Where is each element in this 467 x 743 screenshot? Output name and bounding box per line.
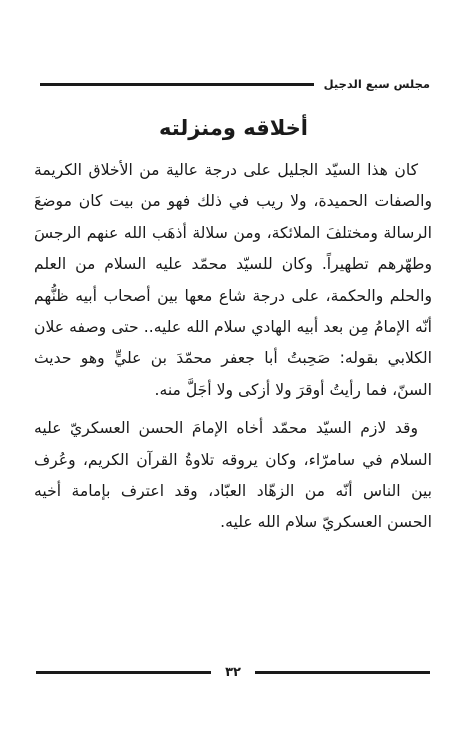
header-rule xyxy=(40,83,314,86)
paragraph-2: وقد لازم السيّد محمّد أخاه الإمامَ الحسن العسكريّ عليه السلام في سامرّاء، وكان يروقه تلاوةُ القرآن الكريم، وعُرف بين الناس أنّه من الزهّاد العبّاد، وقد اعترف بإمامة أخيه الحسن العسكريّ سلام الله عليه. xyxy=(34,419,432,532)
footer-rule-left xyxy=(36,671,211,674)
paragraph-1: كان هذا السيّد الجليل على درجة عالية من الأخلاق الكريمة والصفات الحميدة، ولا ريب في ذلك فهو من بيت كان موضعَ الرسالة ومختلفَ الملائكة، ومن سلالة أذهَب الله عنهم الرجسَ وطهّرهم تطهيراً. وكان للسيّد محمّد عليه السلام من العلم والحلم والحكمة، على درجة شاع معها بين أصحاب أبيه ظنُّهم أنّه الإمامُ مِن بعد أبيه الهادي سلام الله عليه.. حتى وصفه علان الكلابي بقوله: صَحِبتُ أبا جعفر محمّدَ بن عليٍّ وهو حديث السنّ، فما رأيتُ أوقرَ ولا أزكى ولا أجَلَّ منه. xyxy=(34,161,432,399)
section-title: أخلاقه ومنزلته xyxy=(159,116,308,140)
page-footer xyxy=(36,660,430,684)
footer-rule-right xyxy=(255,671,430,674)
body-text xyxy=(34,155,432,546)
page-number: ٣٢ xyxy=(225,664,241,680)
running-title: مجلس سبع الدجيل xyxy=(323,77,430,91)
page-header xyxy=(40,72,430,96)
